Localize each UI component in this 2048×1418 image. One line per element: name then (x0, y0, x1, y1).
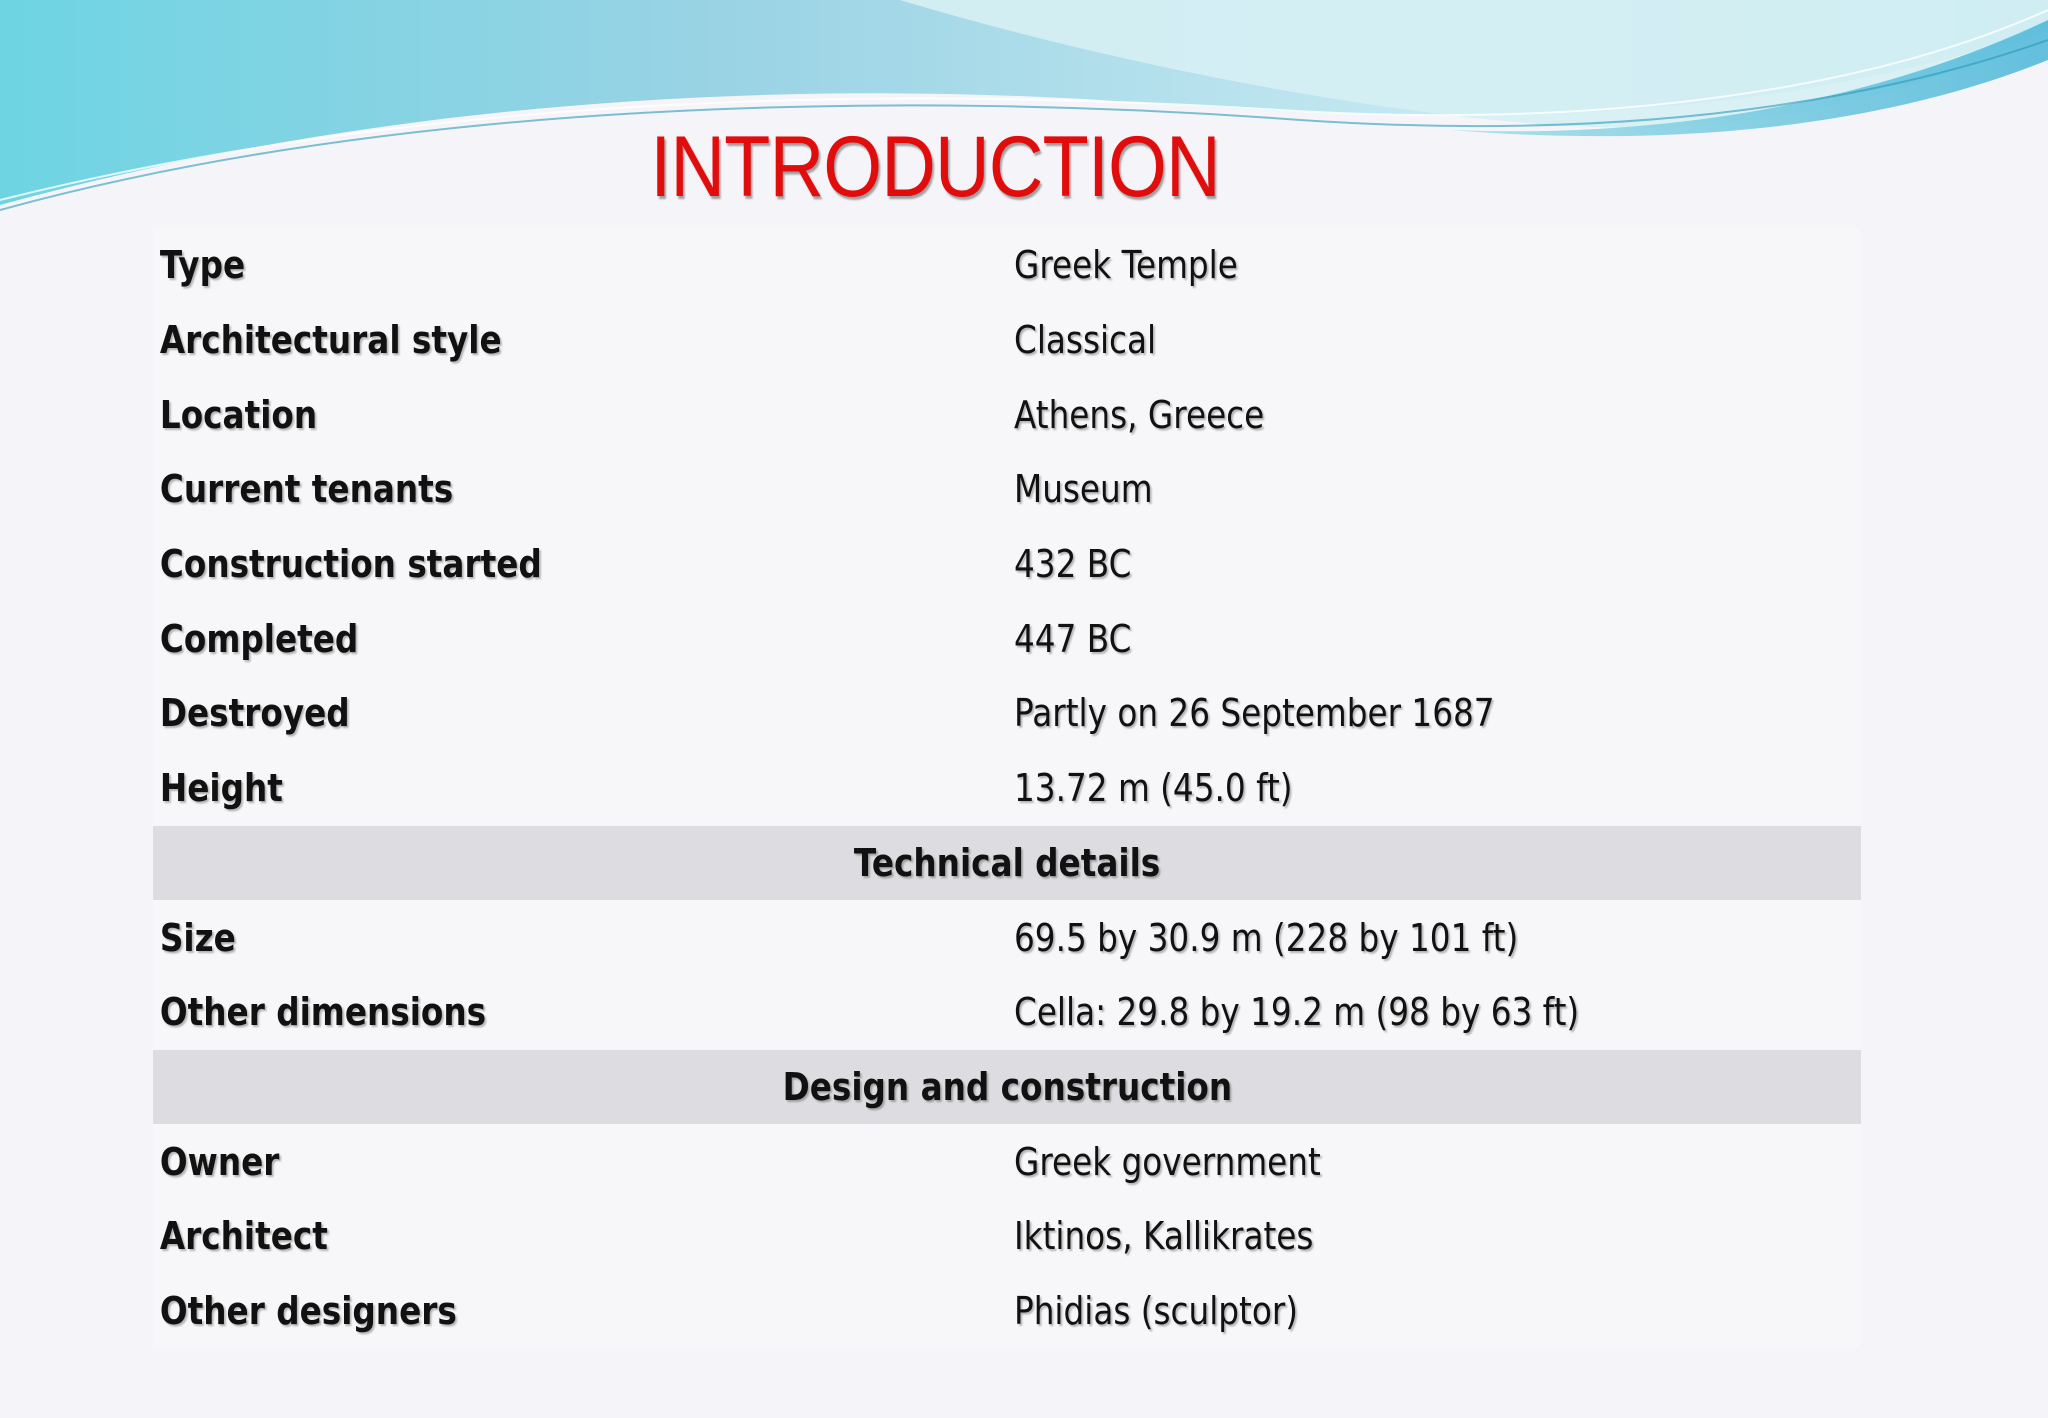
row-label: Destroyed (159, 691, 350, 736)
table-row (153, 452, 1861, 527)
table-row (153, 1274, 1861, 1349)
table-row (153, 1199, 1861, 1274)
row-label: Architectural style (159, 318, 502, 363)
row-value: 447 BC (1014, 616, 1132, 661)
info-table (153, 228, 1861, 1348)
section-heading: Design and construction (782, 1064, 1232, 1109)
row-value: Iktinos, Kallikrates (1014, 1214, 1314, 1259)
row-label: Type (159, 243, 246, 288)
row-value: Athens, Greece (1014, 392, 1265, 437)
row-value: Phidias (sculptor) (1014, 1288, 1299, 1333)
row-label: Architect (159, 1214, 328, 1259)
table-row (153, 377, 1861, 452)
table-row (153, 228, 1861, 303)
row-label: Other dimensions (159, 990, 487, 1035)
row-value: Partly on 26 September 1687 (1014, 691, 1495, 736)
row-label: Current tenants (159, 467, 454, 512)
row-label: Height (159, 766, 283, 811)
row-label: Completed (159, 616, 359, 661)
table-row (153, 1124, 1861, 1199)
row-value: Museum (1014, 467, 1153, 512)
row-value: 69.5 by 30.9 m (228 by 101 ft) (1014, 915, 1519, 960)
table-row (153, 527, 1861, 602)
table-row (153, 751, 1861, 826)
row-label: Other designers (159, 1288, 457, 1333)
row-value: 13.72 m (45.0 ft) (1014, 766, 1293, 811)
page-title: INTRODUCTION (650, 119, 1220, 215)
table-row (153, 975, 1861, 1050)
section-header-design (153, 1050, 1861, 1125)
row-label: Location (159, 392, 318, 437)
row-label: Owner (159, 1139, 280, 1184)
table-row (153, 900, 1861, 975)
row-value: Cella: 29.8 by 19.2 m (98 by 63 ft) (1014, 990, 1580, 1035)
row-value: 432 BC (1014, 542, 1132, 587)
section-header-technical (153, 826, 1861, 901)
table-row (153, 601, 1861, 676)
section-heading: Technical details (853, 840, 1161, 885)
table-row (153, 303, 1861, 378)
row-label: Size (159, 915, 236, 960)
row-label: Construction started (159, 542, 542, 587)
row-value: Greek government (1014, 1139, 1321, 1184)
row-value: Classical (1014, 318, 1157, 363)
row-value: Greek Temple (1014, 243, 1238, 288)
table-row (153, 676, 1861, 751)
